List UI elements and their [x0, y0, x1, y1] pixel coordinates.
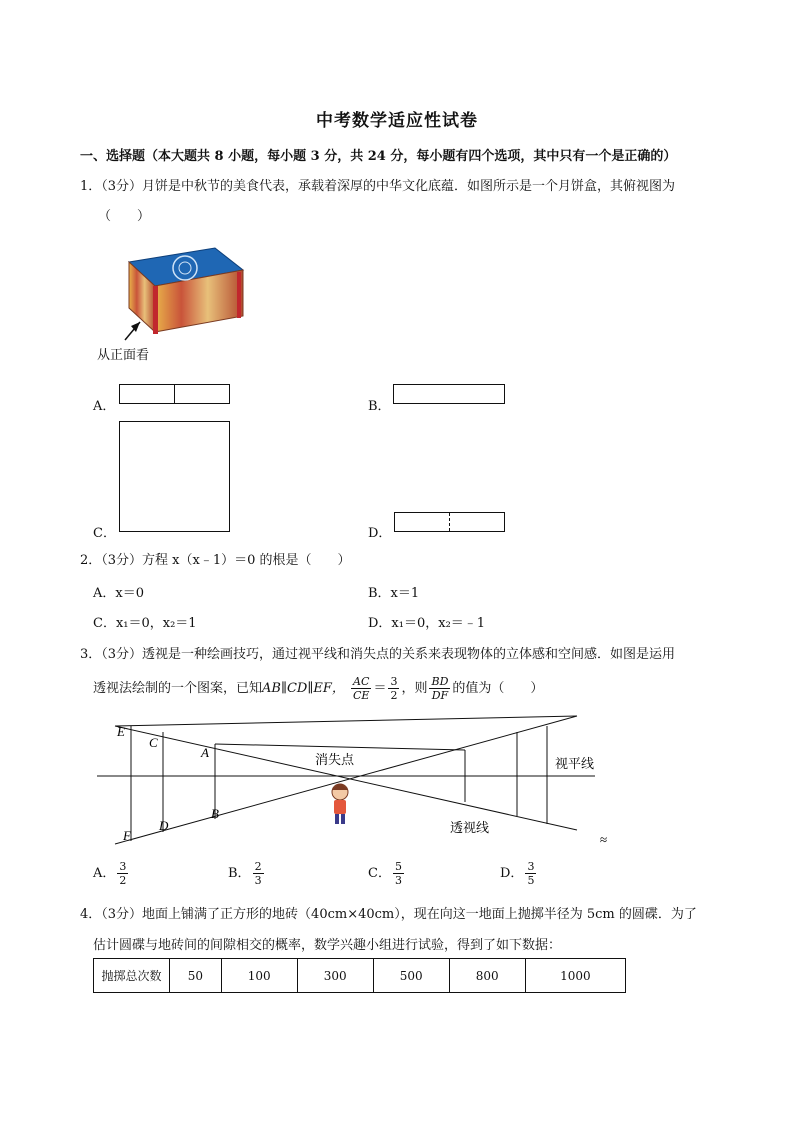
q3-option-c — [368, 860, 406, 887]
q1-option-b-label: B． — [368, 399, 391, 414]
q3-equals: ＝ — [373, 681, 387, 696]
label-b: B — [211, 806, 219, 821]
table-cell: 1000 — [525, 959, 625, 993]
option-label: C． — [368, 866, 391, 881]
label-e: E — [117, 724, 125, 739]
frac-den: 2 — [390, 689, 398, 702]
frac-num: AC — [353, 675, 370, 688]
vanishing-point-label: 消失点 — [315, 753, 355, 768]
frac-den: CE — [353, 689, 370, 702]
question-1-stem: 1．（3分）月饼是中秋节的美食代表，承载着深厚的中华文化底蕴．如图所示是一个月饼盒，其俯视图为 — [80, 179, 676, 194]
q1-option-a-label: A． — [93, 399, 116, 414]
option-frac — [525, 860, 536, 887]
frac-den: 3 — [254, 874, 262, 887]
question-1-blank: （ ） — [98, 209, 151, 224]
perspective-line-label: 透视线 — [450, 821, 490, 836]
table-cell: 300 — [297, 959, 373, 993]
experiment-table — [93, 958, 626, 993]
option-frac — [253, 860, 264, 887]
q3-text-b: ，则 — [401, 681, 428, 696]
label-a: A — [201, 745, 209, 760]
q3-frac-ac-ce — [351, 675, 371, 702]
frac-num: 3 — [390, 675, 398, 688]
section-header: 一、选择题（本大题共 8 小题，每小题 3 分，共 24 分，每小题有四个选项，其中只有一个是正确的） — [80, 149, 677, 164]
table-cell: 800 — [449, 959, 525, 993]
label-d: D — [159, 818, 169, 833]
perspective-line-1 — [115, 726, 577, 830]
table-cell: 50 — [170, 959, 222, 993]
q2-option-b: B．x＝1 — [368, 586, 420, 601]
q1-option-b-figure — [393, 384, 505, 404]
q3-parallel: AB∥CD∥EF， — [262, 681, 345, 696]
table-row — [94, 959, 626, 993]
q1-option-d-label: D． — [368, 526, 392, 541]
table-cell: 500 — [373, 959, 449, 993]
label-f: F — [123, 828, 131, 843]
q3-frac-bd-df — [429, 675, 450, 702]
table-header-cell: 抛掷总次数 — [94, 959, 170, 993]
option-frac — [117, 860, 128, 887]
frac-num: 3 — [119, 860, 127, 873]
table-cell: 100 — [221, 959, 297, 993]
frac-num: 2 — [254, 860, 262, 873]
q1-option-c-label: C． — [93, 526, 116, 541]
page-title: 中考数学适应性试卷 — [316, 111, 478, 131]
q1-option-c-figure — [119, 421, 230, 532]
frac-num: BD — [431, 675, 449, 688]
question-2-stem: 2．（3分）方程 x（x﹣1）＝0 的根是（ ） — [80, 553, 351, 568]
q1-option-a-figure — [119, 384, 230, 404]
label-c: C — [149, 735, 158, 750]
q3-option-a — [93, 860, 130, 887]
q3-option-b — [228, 860, 266, 887]
girl-figure-icon — [332, 784, 348, 824]
q3-frac-3-2 — [388, 675, 399, 702]
q2-option-a: A．x＝0 — [93, 586, 144, 601]
q2-option-d: D．x₁＝0，x₂＝﹣1 — [368, 616, 486, 631]
frac-den: 5 — [527, 874, 535, 887]
mooncake-box-image — [95, 240, 265, 370]
q1-option-d-figure — [394, 512, 505, 532]
question-4-stem-line2: 估计圆碟与地砖间的间隙相交的概率，数学兴趣小组进行试验，得到了如下数据： — [93, 938, 562, 953]
question-3-condition — [93, 675, 543, 702]
q3-text-c: 的值为（ ） — [452, 681, 544, 696]
caption-front-view: 从正面看 — [97, 348, 150, 363]
perspective-line-2 — [115, 716, 577, 844]
option-label: B． — [228, 866, 251, 881]
perspective-diagram — [95, 712, 625, 852]
q3-option-d — [500, 860, 538, 887]
q3-text-a: 透视法绘制的一个图案，已知 — [93, 681, 263, 696]
frac-num: 5 — [394, 860, 402, 873]
question-3-stem: 3．（3分）透视是一种绘画技巧，通过视平线和消失点的关系来表现物体的立体感和空间感．如图是运用 — [80, 647, 676, 662]
frac-den: 3 — [394, 874, 402, 887]
option-label: A． — [93, 866, 116, 881]
question-4-stem: 4．（3分）地面上铺满了正方形的地砖（40cm×40cm），现在向这一地面上抛掷半径为 5cm 的圆碟．为了 — [80, 907, 697, 922]
option-frac — [393, 860, 404, 887]
approx-mark: ≈ — [600, 832, 608, 847]
frac-den: 2 — [119, 874, 127, 887]
frac-den: DF — [431, 689, 449, 702]
q2-option-c: C．x₁＝0，x₂＝1 — [93, 616, 197, 631]
option-label: D． — [500, 866, 524, 881]
frac-num: 3 — [527, 860, 535, 873]
horizon-label: 视平线 — [555, 757, 595, 772]
